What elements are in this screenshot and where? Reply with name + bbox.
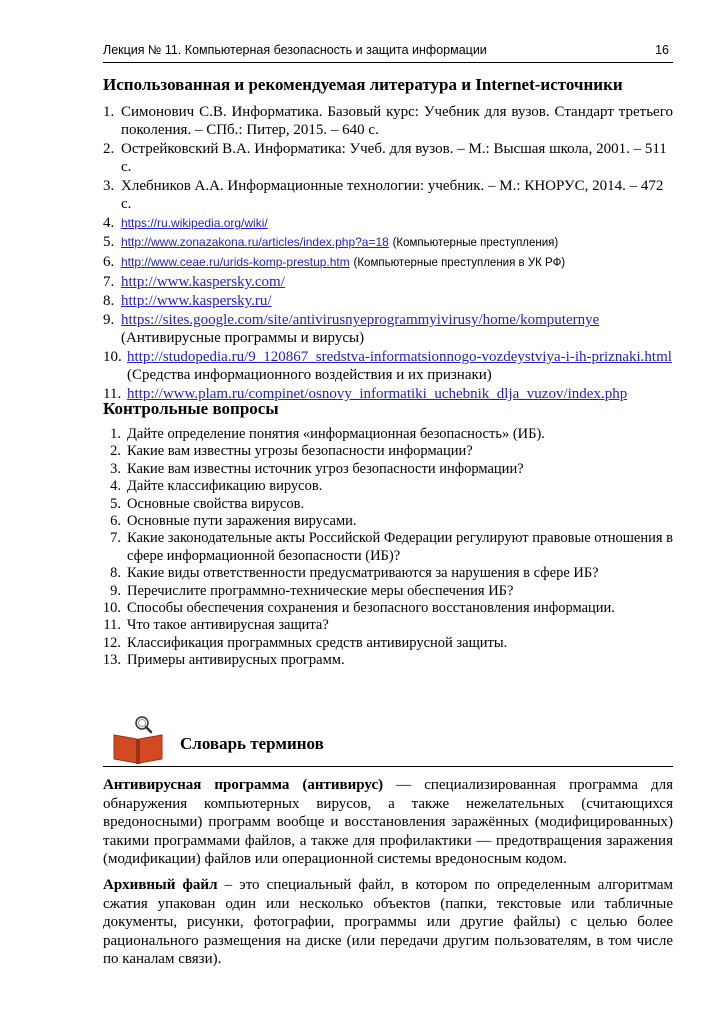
google-sites-link[interactable]: https://sites.google.com/site/antivirusnyeprogrammyivirusy/home/komputernye — [121, 312, 600, 328]
item-number: 2. — [103, 141, 115, 157]
glossary-header — [110, 715, 673, 765]
definition: — специализированная программа для обнаружения компьютерных вирусов, а также нежелательных (считающихся вредоносными) программ вообще и восстановления заражённых (модифицированных) такими программами файлов, а также для профилактики — предотвращения заражения (модификации) файлов или операционной системы вредоносным кодом. — [103, 777, 674, 868]
item-number: 7. — [110, 530, 121, 547]
item-text: Какие законодательные акты Российской Федерации регулируют правовые отношения в сфере информационной безопасности (ИБ)? — [127, 530, 673, 564]
item-text: Какие виды ответственности предусматриваются за нарушения в сфере ИБ? — [127, 565, 599, 582]
item-number: 10. — [103, 349, 122, 365]
list-item — [103, 478, 673, 495]
header-title: Лекция № 11. Компьютерная безопасность и защита информации — [103, 43, 487, 57]
term: Архивный файл — [103, 877, 218, 893]
item-text: Симонович С.В. Информатика. Базовый курс: Учебник для вузов. Стандарт третьего поколения. – СПб.: Питер, 2015. – 640 с. — [121, 104, 673, 138]
list-item — [103, 565, 673, 582]
item-text: Основные пути заражения вирусами. — [127, 513, 357, 530]
list-item — [103, 253, 673, 272]
item-number: 8. — [103, 293, 115, 309]
item-text: Острейковский В.А. Информатика: Учеб. для вузов. – М.: Высшая школа, 2001. – 511 с. — [121, 141, 667, 175]
item-number: 5. — [103, 234, 115, 250]
link-note: (Компьютерные преступления) — [392, 237, 559, 249]
item-number: 4. — [110, 478, 121, 495]
item-number: 11. — [103, 386, 122, 402]
item-number: 13. — [102, 652, 121, 669]
item-text: Примеры антивирусных программ. — [127, 652, 345, 669]
literature-list — [103, 103, 673, 404]
item-text: Основные свойства вирусов. — [127, 495, 305, 512]
list-item — [103, 600, 673, 617]
list-item — [103, 426, 673, 443]
list-item — [103, 617, 673, 634]
kaspersky-ru-link[interactable]: http://www.kaspersky.ru/ — [121, 293, 272, 309]
item-number: 12. — [102, 634, 121, 651]
item-text: Дайте определение понятия «информационная безопасность» (ИБ). — [127, 426, 545, 442]
item-number: 10. — [102, 600, 121, 617]
list-item — [103, 635, 673, 652]
item-number: 7. — [103, 274, 115, 290]
plam-link[interactable]: http://www.plam.ru/compinet/osnovy_informatiki_uchebnik_dlja_vuzov/index.php — [127, 386, 628, 402]
page-header — [103, 40, 673, 63]
item-number: 9. — [110, 582, 121, 599]
link-note: (Компьютерные преступления в УК РФ) — [353, 257, 566, 269]
item-number: 6. — [103, 254, 115, 270]
list-item — [103, 273, 673, 291]
wikipedia-link[interactable]: https://ru.wikipedia.org/wiki/ — [121, 216, 268, 230]
zonazakona-link[interactable]: http://www.zonazakona.ru/articles/index.php?a=18 — [121, 235, 389, 249]
page-number: 16 — [655, 43, 669, 57]
list-item — [103, 583, 673, 600]
link-note: (Антивирусные программы и вирусы) — [121, 330, 365, 346]
list-item — [103, 140, 673, 176]
glossary-heading: Словарь терминов — [180, 734, 324, 753]
reading-book-icon — [110, 715, 166, 765]
item-number: 6. — [110, 513, 121, 530]
studopedia-link[interactable]: http://studopedia.ru/9_120867_sredstva-informatsionnogo-vozdeystviya-i-ih-priznaki.html — [127, 349, 672, 365]
questions-heading: Контрольные вопросы — [103, 399, 279, 418]
item-number: 5. — [110, 495, 121, 512]
list-item — [103, 292, 673, 310]
list-item — [103, 513, 673, 530]
ceae-link[interactable]: http://www.ceae.ru/urids-komp-prestup.htm — [121, 255, 350, 269]
item-number: 2. — [110, 443, 121, 460]
list-item — [103, 461, 673, 478]
item-text: Классификация программных средств антивирусной защиты. — [127, 634, 508, 651]
item-number: 3. — [103, 178, 115, 194]
list-item — [103, 348, 673, 384]
list-item — [103, 233, 673, 252]
item-number: 9. — [103, 312, 115, 328]
item-number: 3. — [110, 460, 121, 477]
item-number: 1. — [110, 426, 121, 442]
kaspersky-com-link[interactable]: http://www.kaspersky.com/ — [121, 274, 285, 290]
item-number: 11. — [103, 617, 121, 634]
list-item — [103, 496, 673, 513]
list-item — [103, 530, 673, 565]
term: Антивирусная программа (антивирус) — [103, 777, 384, 793]
list-item — [103, 177, 673, 213]
list-item — [103, 103, 673, 139]
literature-heading: Использованная и рекомендуемая литература и Internet-источники — [103, 75, 623, 94]
glossary-entry-archive — [103, 876, 673, 969]
item-number: 4. — [103, 215, 115, 231]
item-text: Какие вам известны источник угроз безопасности информации? — [127, 460, 524, 477]
link-note: (Средства информационного воздействия и их признаки) — [127, 367, 492, 383]
item-number: 8. — [110, 565, 121, 582]
list-item — [103, 443, 673, 460]
item-number: 1. — [103, 104, 115, 120]
list-item — [103, 214, 673, 232]
item-text: Какие вам известны угрозы безопасности информации? — [127, 443, 473, 460]
item-text: Хлебников А.А. Информационные технологии: учебник. – М.: КНОРУС, 2014. – 472 с. — [121, 178, 664, 212]
item-text: Перечислите программно-технические меры обеспечения ИБ? — [127, 582, 514, 599]
list-item — [103, 311, 673, 347]
item-text: Дайте классификацию вирусов. — [127, 478, 323, 495]
glossary-entry-antivirus — [103, 776, 673, 869]
definition: – это специальный файл, в котором по определенным алгоритмам сжатия упакован один или несколько объектов (папки, текстовые или табличные документы, рисунки, фотографии, программы или другие файлы) с целью более рационального размещения на диске (или передачи другим пользователям, в том числе по каналам связи). — [103, 877, 673, 968]
divider — [103, 766, 673, 767]
questions-list — [103, 426, 673, 670]
item-text: Способы обеспечения сохранения и безопасного восстановления информации. — [127, 600, 615, 617]
list-item — [103, 652, 673, 669]
item-text: Что такое антивирусная защита? — [127, 617, 329, 634]
